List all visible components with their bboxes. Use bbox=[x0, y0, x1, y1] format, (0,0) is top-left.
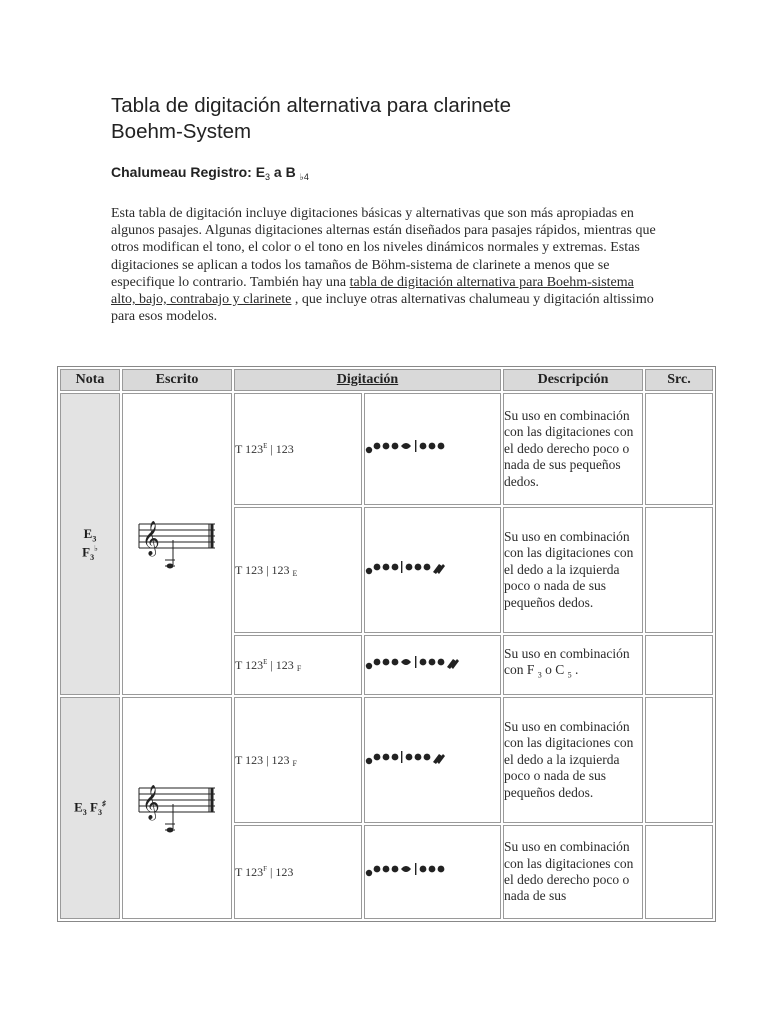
description-cell: Su uso en combinación con las digitaciones con el dedo a la izquierda poco o nada de sus pequeños dedos. bbox=[503, 697, 643, 823]
header-escrito: Escrito bbox=[122, 369, 232, 391]
fingering-diagram-cell bbox=[364, 393, 501, 505]
sharp-accidental: ♯ bbox=[101, 799, 106, 809]
fingering-key-label: F bbox=[263, 864, 268, 873]
alt-fingering-link[interactable]: tabla de digitación alternativa para Boehm-sistema alto, bajo, contrabajo y clarinete bbox=[111, 274, 634, 308]
fingering-key-label: E bbox=[263, 657, 268, 666]
header-descripcion: Descripción bbox=[503, 369, 643, 391]
fingering-key-label: E bbox=[292, 568, 298, 578]
fingering-diagram-icon bbox=[365, 748, 475, 768]
fingering-diagram-icon bbox=[365, 437, 475, 457]
section-subtitle bbox=[111, 164, 309, 183]
fingering-text-cell bbox=[234, 825, 362, 919]
note-name: F bbox=[82, 544, 91, 560]
note-octave: 3 bbox=[82, 807, 87, 817]
note-name: E bbox=[83, 525, 93, 541]
fingering-text-cell bbox=[234, 393, 362, 505]
intro-paragraph bbox=[111, 205, 661, 325]
title-line-1: Tabla de digitación alternativa para clarinete bbox=[111, 94, 512, 117]
description-cell: Su uso en combinación con las digitaciones con el dedo a la izquierda poco o nada de sus pequeños dedos. bbox=[503, 507, 643, 633]
subtitle-middle: a B bbox=[270, 164, 300, 180]
fingering-text: T 123 bbox=[235, 657, 264, 672]
subtitle-sub-2: ♭4 bbox=[299, 172, 309, 182]
svg-text:𝄞: 𝄞 bbox=[142, 784, 160, 820]
description-text: . bbox=[571, 662, 579, 678]
fingering-diagram-icon bbox=[365, 653, 483, 673]
description-cell: Su uso en combinación con las digitaciones con el dedo derecho poco o nada de sus bbox=[503, 825, 643, 919]
table-row bbox=[60, 697, 713, 823]
description-cell bbox=[503, 635, 643, 695]
fingering-diagram-icon bbox=[365, 860, 475, 880]
fingering-diagram-cell bbox=[364, 635, 501, 695]
header-digitacion: Digitación bbox=[234, 369, 501, 391]
fingering-text: T 123 bbox=[235, 441, 264, 456]
fingering-diagram-cell bbox=[364, 507, 501, 633]
svg-text:𝄞: 𝄞 bbox=[142, 520, 160, 556]
note-octave: 3 bbox=[92, 534, 97, 544]
page-title bbox=[111, 93, 671, 145]
fingering-text: | 123 bbox=[267, 441, 294, 456]
fingering-text: T 123 | 123 bbox=[235, 752, 293, 767]
title-line-2: Boehm-System bbox=[111, 120, 252, 143]
header-nota: Nota bbox=[60, 369, 120, 391]
source-cell bbox=[645, 825, 713, 919]
fingering-text: | 123 bbox=[267, 657, 297, 672]
flat-accidental: ♭ bbox=[94, 544, 98, 554]
note-name: E bbox=[74, 799, 83, 815]
fingering-text-cell bbox=[234, 635, 362, 695]
note-cell bbox=[60, 393, 120, 695]
fingering-table bbox=[57, 366, 716, 922]
fingering-key-label: F bbox=[292, 758, 297, 768]
staff-notation-image bbox=[135, 776, 219, 836]
fingering-text-cell bbox=[234, 507, 362, 633]
fingering-diagram-cell bbox=[364, 697, 501, 823]
staff-notation-image bbox=[135, 512, 219, 572]
fingering-text: T 123 | 123 bbox=[235, 562, 290, 577]
intro-text-2: , que incluye otras alternativas chalumeau y digitación altissimo para esos modelos. bbox=[111, 292, 654, 325]
fingering-key-label: E bbox=[263, 441, 268, 450]
written-notation-cell bbox=[122, 393, 232, 695]
description-text: o C bbox=[541, 662, 568, 678]
description-text: Su uso en combinación con F bbox=[504, 645, 630, 678]
table-header-row bbox=[60, 369, 713, 391]
subtitle-sub-1: 3 bbox=[265, 172, 271, 182]
header-src: Src. bbox=[645, 369, 713, 391]
fingering-text: T 123 bbox=[235, 864, 264, 879]
table-row bbox=[60, 393, 713, 505]
note-cell bbox=[60, 697, 120, 919]
source-cell bbox=[645, 507, 713, 633]
note-octave: 3 bbox=[97, 807, 102, 817]
written-notation-cell bbox=[122, 697, 232, 919]
description-cell: Su uso en combinación con las digitaciones con el dedo derecho poco o nada de sus pequeños dedos. bbox=[503, 393, 643, 505]
fingering-text-cell bbox=[234, 697, 362, 823]
source-cell bbox=[645, 635, 713, 695]
fingering-text: | 123 bbox=[267, 864, 294, 879]
fingering-key-label: F bbox=[296, 663, 302, 673]
source-cell bbox=[645, 697, 713, 823]
description-octave: 5 bbox=[567, 670, 572, 680]
fingering-diagram-cell bbox=[364, 825, 501, 919]
description-octave: 3 bbox=[537, 670, 542, 680]
note-octave: 3 bbox=[90, 553, 95, 563]
fingering-diagram-icon bbox=[365, 558, 475, 578]
subtitle-prefix: Chalumeau Registro: E bbox=[111, 164, 266, 180]
intro-text-1: Esta tabla de digitación incluye digitaciones básicas y alternativas que son más apropiadas en algunos pasajes. Algunas digitaciones alternas están diseñados para pasajes rápidos, mientras que otros modifican el tono, el color o el tono en los niveles dinámicos normales y extremas. Estas digitaciones se aplican a todos los tamaños de Böhm-sistema de clarinete a menos que se especifique lo contrario. También hay una bbox=[111, 206, 656, 290]
note-name: F bbox=[86, 799, 98, 815]
source-cell bbox=[645, 393, 713, 505]
